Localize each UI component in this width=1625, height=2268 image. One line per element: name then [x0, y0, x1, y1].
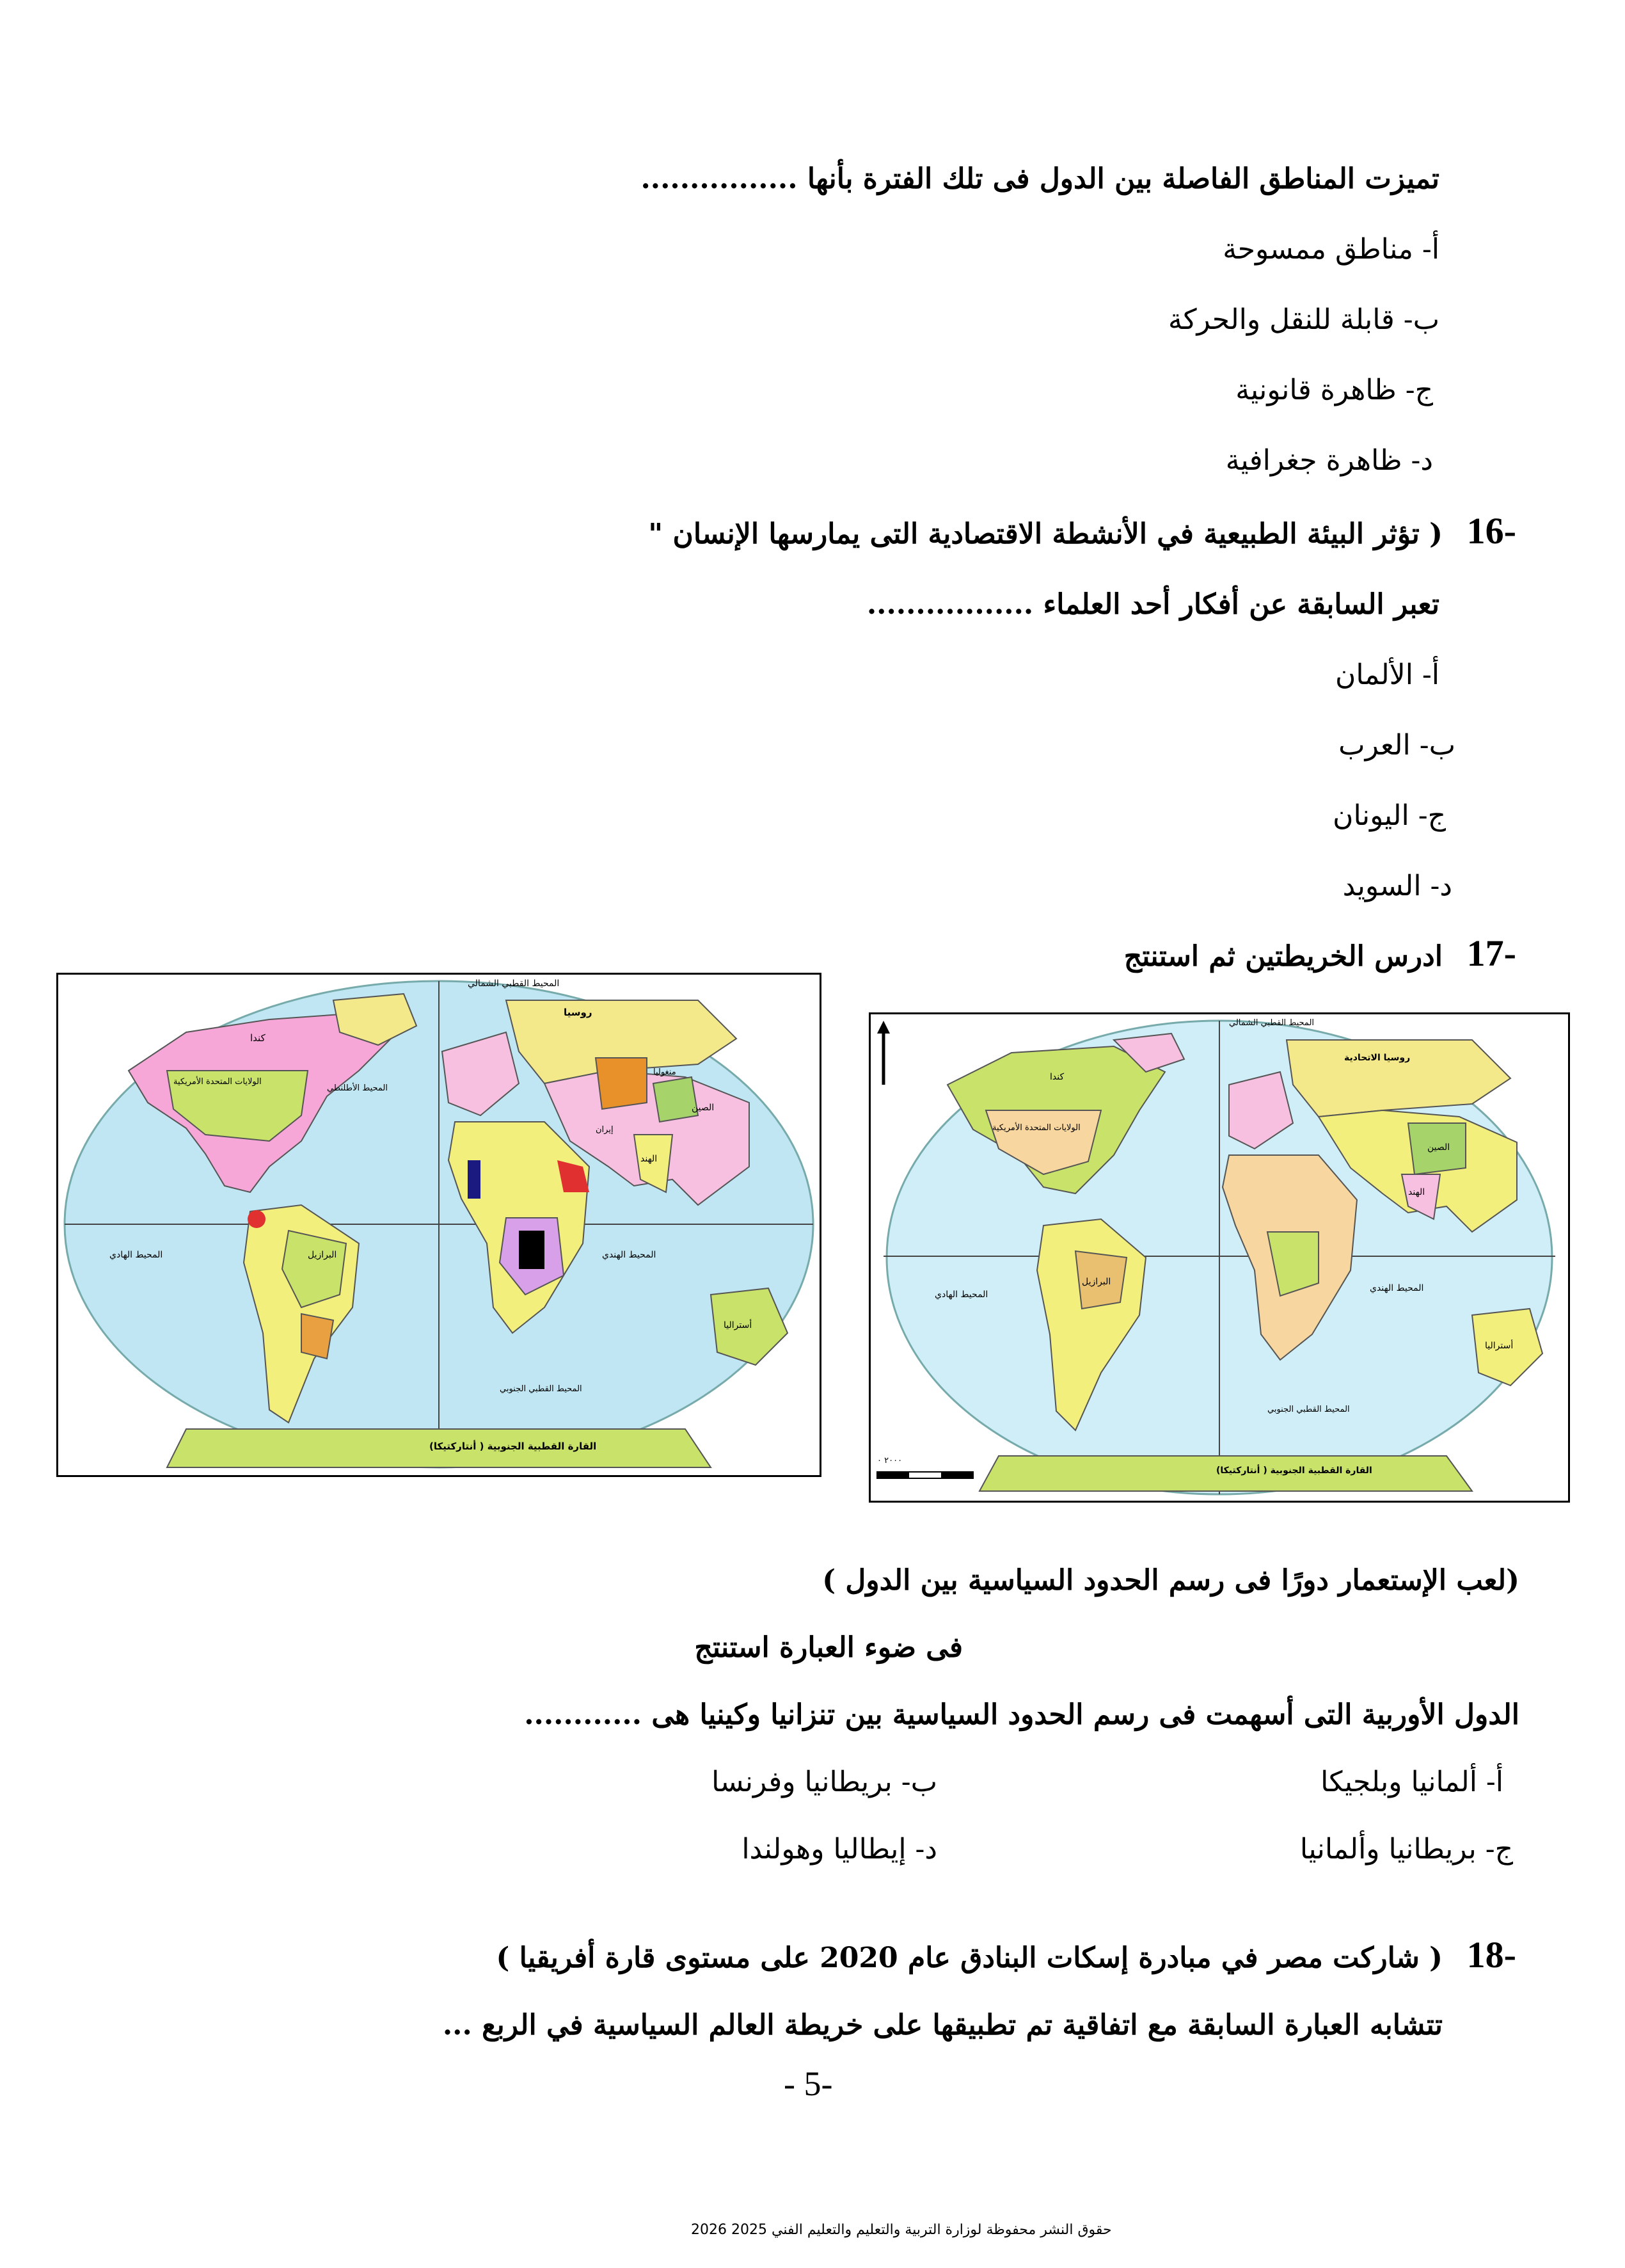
map-right-label-indian: المحيط الهندي [1370, 1283, 1424, 1293]
map-right-label-brazil: البرازيل [1082, 1277, 1111, 1287]
q17-option-c[interactable]: ج- بريطانيا وألمانيا [1299, 1833, 1513, 1865]
q17-question: الدول الأوربية التى أسهمت فى رسم الحدود السياسية بين تنزانيا وكينيا هى ............ [524, 1698, 1519, 1731]
map-right-scale: ٢٠٠٠ ٠ [877, 1456, 903, 1465]
map-right-label-australia: أستراليا [1485, 1341, 1514, 1351]
map-right-label-antarctica: القارة القطبية الجنوبية ( أنتاركتيكا) [1216, 1465, 1372, 1476]
map-right-label-usa: الولايات المتحدة الأمريكية [992, 1123, 1081, 1133]
q18-sub: تتشابه العبارة السابقة مع اتفاقية تم تطبيقها على خريطة العالم السياسية في الربع ... [442, 2009, 1443, 2041]
map-left-label-indian: المحيط الهندي [602, 1250, 656, 1260]
q18-stem: ( شاركت مصر في مبادرة إسكات البنادق عام 2020 على مستوى قارة أفريقيا ) [496, 1942, 1443, 1974]
map-left-label-iran: إيران [596, 1125, 614, 1135]
q17-stem: ادرس الخريطتين ثم استنتج [1123, 940, 1443, 973]
map-left-label-india: الهند [640, 1154, 658, 1164]
world-map-political [869, 1012, 1570, 1503]
q17-option-a[interactable]: أ- ألمانيا وبلجيكا [1320, 1766, 1503, 1798]
q17-statement: (لعب الإستعمار دورًا فى رسم الحدود السياسية بين الدول ) [822, 1564, 1519, 1597]
map-left-label-canada: كندا [250, 1032, 266, 1044]
q16-option-d[interactable]: د- السويد [1342, 870, 1452, 902]
map-left-label-arctic: المحيط القطبي الشمالي [468, 978, 560, 989]
map-left-label-antarctica: القارة القطبية الجنوبية ( أنتاركتيكا) [429, 1441, 597, 1452]
map-left-label-australia: أستراليا [724, 1320, 752, 1330]
q17-option-d[interactable]: د- إيطاليا وهولندا [741, 1833, 937, 1865]
q16-sub: تعبر السابقة عن أفكار أحد العلماء ................. [866, 588, 1439, 621]
map-left-label-atlantic: المحيط الأطلنطي [327, 1083, 388, 1093]
q16-number: 16- [1466, 510, 1516, 552]
q16-stem: ( تؤثر البيئة الطبيعية في الأنشطة الاقتصادية التى يمارسها الإنسان " [648, 518, 1443, 550]
map-left-label-mongolia: منغوليا [653, 1067, 676, 1077]
q16-option-c[interactable]: ج- اليونان [1333, 799, 1446, 832]
world-map-political-graphic [871, 1014, 1568, 1501]
map-left-label-southern: المحيط القطبي الجنوبي [500, 1384, 582, 1394]
map-left-label-pacific: المحيط الهادي [109, 1250, 163, 1260]
map-left-label-brazil: البرازيل [308, 1250, 337, 1260]
q15-option-a[interactable]: أ- مناطق ممسوحة [1223, 233, 1439, 266]
world-map-colonial [56, 973, 821, 1477]
map-right-label-india: الهند [1408, 1187, 1425, 1197]
q16-option-b[interactable]: ب- العرب [1338, 729, 1455, 762]
map-right-label-canada: كندا [1050, 1072, 1065, 1082]
map-right-label-china: الصين [1427, 1142, 1450, 1153]
map-left-label-usa: الولايات المتحدة الأمريكية [173, 1077, 262, 1087]
q16-option-a[interactable]: أ- الألمان [1335, 659, 1439, 691]
map-right-label-southern: المحيط القطبي الجنوبي [1267, 1405, 1350, 1414]
world-map-colonial-graphic [58, 975, 820, 1475]
page-number: - 5- [784, 2064, 833, 2103]
copyright-footer: حقوق النشر محفوظة لوزارة التربية والتعليم والتعليم الفني 2025 2026 [691, 2222, 1112, 2238]
q15-option-c[interactable]: ج- ظاهرة قانونية [1235, 374, 1433, 406]
q17-instruction: فى ضوء العبارة استنتج [694, 1631, 963, 1664]
q15-option-d[interactable]: د- ظاهرة جغرافية [1225, 444, 1433, 477]
map-right-label-pacific: المحيط الهادي [935, 1290, 988, 1300]
q18-number: 18- [1466, 1934, 1516, 1976]
q17-number: 17- [1466, 932, 1516, 974]
map-left-label-china: الصين [692, 1103, 715, 1113]
map-left-label-russia: روسيا [564, 1007, 592, 1018]
q15-option-b[interactable]: ب- قابلة للنقل والحركة [1168, 303, 1439, 336]
map-right-label-russia: روسيا الاتحادية [1344, 1053, 1411, 1063]
russia-shape-2 [1287, 1040, 1510, 1117]
q15-stem: تميزت المناطق الفاصلة بين الدول فى تلك الفترة بأنها ................ [640, 163, 1439, 195]
q17-option-b[interactable]: ب- بريطانيا وفرنسا [711, 1766, 937, 1798]
map-right-label-arctic: المحيط القطبي الشمالي [1229, 1018, 1315, 1028]
